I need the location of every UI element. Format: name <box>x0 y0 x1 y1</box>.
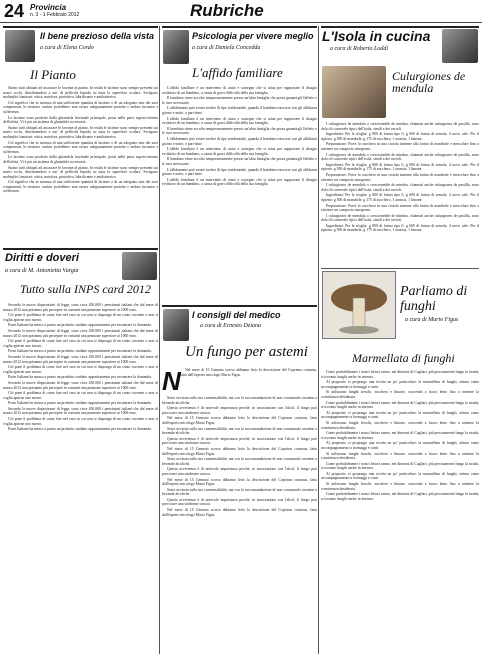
author-photo <box>442 29 478 63</box>
rubric-author: a cura di Daniela Concedda <box>192 45 261 51</box>
paragraph: Questa avvertenza è di notevole importanza perché, in associazione con l'alcol, il fungo può provocare una sindrome tossica. <box>162 497 317 507</box>
rights-rubric-header <box>3 248 158 250</box>
article-headline: Tutto sulla INPS card 2012 <box>20 282 151 296</box>
article-headline: Marmellata di funghi <box>352 351 455 365</box>
paragraph: Ingredienti: Per la sfoglia: g 800 di farina tipo 0, g 600 di farina di semola, 4 uova, sale. Per il ripieno: g 500 di mandorle, g 175 di zucchero, 1 arancia, 1 limone. <box>321 223 479 233</box>
rubric-title: Psicologia per vivere meglio <box>192 31 314 41</box>
paragraph: Ciò significa che in assenza di una sufficiente quantità di lacrime o di un adeguato mix dei suoi componenti, le strutture oculari potrebbero non essere adeguatamente protette e andare incontro a sofferenza. <box>3 100 158 114</box>
paragraph: Poste Italiane ha messo a punto un prodotto studiato appositamente per incontrare la domanda. <box>8 323 152 328</box>
paragraph: L'affidamento può essere inoltre di tipo residenziale, quando il bambino trascorre con gli affidatari giorno e notte, o part-time. <box>162 106 317 115</box>
paragraph: L'affido familiare è un intervento di aiuto e sostegno che si attua per supportare il disagio evolutivo di un bambino, a causa di gravi difficoltà della sua famiglia. <box>162 116 317 126</box>
article-body <box>3 303 158 653</box>
paragraph: Come probabilmente i nostri lettori sanno, nei dintorni di Cagliari, più precisamente lungo la strada, si trovano funghi anche in inverno. <box>321 370 479 379</box>
rubric-title: Parliamo di funghi <box>400 284 468 314</box>
author-photo <box>5 30 35 62</box>
issue-info: n. 3 - 1 Febbraio 2012 <box>30 12 80 18</box>
doctor-rubric-header <box>162 305 317 307</box>
article-headline: Il Pianto <box>30 67 76 82</box>
paragraph: Nel mese di 15 Gennaio scorso abbiamo letto la descrizione del Coprinus comatus, fatta dall'esperto micologo Mario Figus. <box>162 446 317 456</box>
rubric-author: a cura di Mario Figus <box>405 317 459 323</box>
paragraph: Preparazione: Porre lo zucchero in una ciotola insieme alla farina di mandorle e mescolare fino a ottenere un composto omogeneo. <box>321 172 479 182</box>
paragraph: Poste Italiane ha messo a punto un prodotto studiato appositamente per incontrare la domanda. <box>8 427 152 432</box>
paragraph: I culurgiones de mendula o crescionedde de mindua, chiamati anche culurgiones de pastilla, sono dolci di carnevale tipici dell'isola, simili a dei ravioli. <box>321 122 479 131</box>
rubric-title: L'Isola in cucina <box>322 28 431 44</box>
psychology-rubric-header <box>162 26 317 28</box>
paragraph: Il bambino viene accolto temporaneamente presso un'altra famiglia che possa garantirgli l'affetto e le cure necessarie. <box>162 157 317 166</box>
paragraph: Ciò pone il problema di come fare nel caso in cui non si disponga di un conto corrente o non si voglia aprirne uno nuovo. <box>3 417 158 426</box>
paragraph: Come probabilmente i nostri lettori sanno, nei dintorni di Cagliari, più precisamente lungo la strada, si trovano funghi anche in inverno. <box>321 492 479 501</box>
paragraph: Ciò pone il problema di come fare nel caso in cui non si disponga di un conto corrente o non si voglia aprirne uno nuovo. <box>3 391 158 400</box>
column-divider <box>318 26 319 654</box>
paragraph: Nel mese di 15 Gennaio scorso abbiamo letto la descrizione del Coprinus comatus, fatta dall'esperto micologo Mario Figus. <box>162 477 317 487</box>
paragraph: Come probabilmente i nostri lettori sanno, nei dintorni di Cagliari, più precisamente lungo la strada, si trovano funghi anche in inverno. <box>321 400 479 410</box>
paragraph: Sesta avvisata sulla sua commestibilità, ma con la raccomandazione di non consumarlo assieme a bevande alcoliche. <box>162 487 317 497</box>
paragraph: Questa avvertenza è di notevole importanza perché, in associazione con l'alcol, il fungo può provocare una sindrome tossica. <box>162 436 317 446</box>
paragraph: Secondo le nuove disposizioni di legge, sono circa 450.000 i pensionati italiani che dal mese di marzo 2012 non potranno più percepire in contanti una pensione superiore ai 1000 euro. <box>3 380 158 390</box>
rubric-author: a cura di Roberto Loddi <box>330 46 388 52</box>
paragraph: Nel mese di 15 Gennaio scorso abbiamo letto la descrizione del Coprinus comatus, fatta dall'esperto micologo Mario Figus. <box>162 416 317 425</box>
paragraph: Ingredienti: Per la sfoglia: g 800 di farina tipo 0, g 600 di farina di semola, 4 uova, sale. Per il ripieno: g 500 di mandorle, g 175 di zucchero, 1 arancia, 1 limone. <box>321 132 479 141</box>
article-headline: Culurgiones de mendula <box>392 69 466 95</box>
author-photo <box>122 252 157 280</box>
paragraph: Secondo le nuove disposizioni di legge, sono circa 450.000 i pensionati italiani che dal mese di marzo 2012 non potranno più percepire in contanti una pensione superiore ai 1000 euro. <box>3 406 158 416</box>
paragraph: Le lacrime sono prodotte dalla ghiandola lacrimale principale, posta nella parte supero-esterna dell'orbita. Vi è poi un sistema di ghiandole accessorie. <box>3 115 158 125</box>
author-photo <box>163 30 189 64</box>
paragraph: Preparazione: Porre lo zucchero in una ciotola insieme alla farina di mandorle e mescolare fino a ottenere un composto omogeneo. <box>321 142 479 151</box>
paragraph: Sesta avvisata sulla sua commestibilità, ma con la raccomandazione di non consumarlo assieme a bevande alcoliche. <box>162 426 317 436</box>
paragraph: Poste Italiane ha messo a punto un prodotto studiato appositamente per incontrare la domanda. <box>8 375 152 380</box>
mushroom-icon <box>323 272 395 338</box>
article-intro <box>180 368 317 394</box>
paragraph: L'affido familiare è un intervento di aiuto e sostegno che si attua per supportare il disagio evolutivo di un bambino, a causa di gravi difficoltà della sua famiglia. <box>162 86 317 95</box>
paragraph: Ingredienti: Per la sfoglia: g 800 di farina tipo 0, g 600 di farina di semola, 4 uova, sale. Per il ripieno: g 500 di mandorle, g 175 di zucchero, 1 arancia, 1 limone. <box>321 193 479 202</box>
masthead <box>0 0 482 23</box>
paragraph: Secondo le nuove disposizioni di legge, sono circa 450.000 i pensionati italiani che dal mese di marzo 2012 non potranno più percepire in contanti una pensione superiore ai 1000 euro. <box>3 354 158 364</box>
article-headline: L'affido familiare <box>192 65 283 80</box>
article-body <box>321 370 479 654</box>
paragraph: Sesta avvisata sulla sua commestibilità, ma con la raccomandazione di non consumarlo assieme a bevande alcoliche. <box>162 457 317 466</box>
paragraph: Secondo le nuove disposizioni di legge, sono circa 450.000 i pensionati italiani che dal mese di marzo 2012 non potranno più percepire in contanti una pensione superiore ai 1000 euro. <box>3 303 158 312</box>
rubric-author: a cura di Ernesto Deiana <box>200 323 261 329</box>
paragraph: Siamo tutti abituati ad associare le lacrime al pianto. In realtà le lacrime sono sempre presenti sui nostri occhi, distribuendosi a mo' di pellicola liquida su tutta la superficie oculare. Svolgono molteplici funzioni: ottica, nutritiva, protettiva, lubrificante e antibatterica. <box>3 165 158 179</box>
paragraph: Poste Italiane ha messo a punto un prodotto studiato appositamente per incontrare la domanda. <box>8 349 152 354</box>
paragraph: Questa avvertenza è di notevole importanza perché, in associazione con l'alcol, il fungo può provocare una sindrome tossica. <box>162 406 317 415</box>
paragraph: Preparazione: Porre lo zucchero in una ciotola insieme alla farina di mandorle e mescolare fino a ottenere un composto omogeneo. <box>321 203 479 213</box>
paragraph: Nel mese di 15 Gennaio scorso abbiamo letto la descrizione del Coprinus comatus, fatta dall'esperto micologo Mario Figus. <box>162 508 317 517</box>
section-title: Rubriche <box>190 1 264 20</box>
paragraph: Ciò pone il problema di come fare nel caso in cui non si disponga di un conto corrente o non si voglia aprirne uno nuovo. <box>3 339 158 348</box>
paragraph: Ciò significa che in assenza di una sufficiente quantità di lacrime o di un adeguato mix dei suoi componenti, le strutture oculari potrebbero non essere adeguatamente protette e andare incontro a sofferenza. <box>3 140 158 154</box>
paragraph: Siamo tutti abituati ad associare le lacrime al pianto. In realtà le lacrime sono sempre presenti sui nostri occhi, distribuendosi a mo' di pellicola liquida su tutta la superficie oculare. Svolgono molteplici funzioni: ottica, nutritiva, protettiva, lubrificante e antibatterica. <box>3 125 158 139</box>
vision-rubric-header <box>3 26 158 28</box>
article-body <box>3 86 158 244</box>
page-number: 24 <box>4 1 25 21</box>
paragraph: Il bambino viene accolto temporaneamente presso un'altra famiglia che possa garantirgli l'affetto e le cure necessarie. <box>162 126 317 136</box>
paragraph: I culurgiones de mendula o crescionedde de mindua, chiamati anche culurgiones de pastilla, sono dolci di carnevale tipici dell'isola, simili a dei ravioli. <box>321 152 479 162</box>
paragraph: L'affidamento può essere inoltre di tipo residenziale, quando il bambino trascorre con gli affidatari giorno e notte, o part-time. <box>162 136 317 146</box>
column-divider <box>159 26 160 654</box>
paragraph: Al proposito vi propongo una ricetta un po' particolare: la marmellata di funghi, ottima come accompagnamento a formaggi e carni. <box>321 380 479 389</box>
paragraph: L'affido familiare è un intervento di aiuto e sostegno che si attua per supportare il disagio evolutivo di un bambino, a causa di gravi difficoltà della sua famiglia. <box>162 147 317 156</box>
paragraph: L'affidamento può essere inoltre di tipo residenziale, quando il bambino trascorre con gli affidatari giorno e notte, o part-time. <box>162 167 317 177</box>
rubric-title: I consigli del medico <box>192 310 281 320</box>
paragraph: Al proposito vi propongo una ricetta un po' particolare: la marmellata di funghi, ottima come accompagnamento a formaggi e carni. <box>321 471 479 481</box>
article-body <box>162 396 317 654</box>
paragraph: Secondo le nuove disposizioni di legge, sono circa 450.000 i pensionati italiani che dal mese di marzo 2012 non potranno più percepire in contanti una pensione superiore ai 1000 euro. <box>3 328 158 338</box>
paragraph: Poste Italiane ha messo a punto un prodotto studiato appositamente per incontrare la domanda. <box>8 401 152 406</box>
paragraph: I culurgiones de mendula o crescionedde de mindua, chiamati anche culurgiones de pastilla, sono dolci di carnevale tipici dell'isola, simili a dei ravioli. <box>321 183 479 192</box>
rubric-author: a cura di M. Antonietta Vurgia <box>5 268 79 274</box>
rubric-title: Il bene prezioso della vista <box>40 31 155 41</box>
paragraph: Le lacrime sono prodotte dalla ghiandola lacrimale principale, posta nella parte supero-esterna dell'orbita. Vi è poi un sistema di ghiandole accessorie. <box>3 155 158 164</box>
paragraph: Al proposito vi propongo una ricetta un po' particolare: la marmellata di funghi, ottima come accompagnamento a formaggi e carni. <box>321 441 479 450</box>
paragraph: L'affido familiare è un intervento di aiuto e sostegno che si attua per supportare il disagio evolutivo di un bambino, a causa di gravi difficoltà della sua famiglia. <box>162 177 317 187</box>
paragraph: Si utilizzano funghi freschi, zucchero e limone, cuocendo a fuoco lento fino a ottenere la consistenza desiderata. <box>321 420 479 430</box>
paragraph: Sesta avvisata sulla sua commestibilità, ma con la raccomandazione di non consumarlo assieme a bevande alcoliche. <box>162 396 317 405</box>
paragraph: I culurgiones de mendula o crescionedde de mindua, chiamati anche culurgiones de pastilla, sono dolci di carnevale tipici dell'isola, simili a dei ravioli. <box>321 213 479 223</box>
section-divider <box>321 268 479 269</box>
paragraph: Ciò pone il problema di come fare nel caso in cui non si disponga di un conto corrente o non si voglia aprirne uno nuovo. <box>3 313 158 322</box>
rubric-title: Diritti e doveri <box>5 252 79 264</box>
article-body <box>162 86 317 296</box>
dish-photo <box>322 66 386 118</box>
mushroom-photo <box>322 271 396 339</box>
brand-logo: Provincia <box>30 3 67 12</box>
paragraph: Come probabilmente i nostri lettori sanno, nei dintorni di Cagliari, più precisamente lungo la strada, si trovano funghi anche in inverno. <box>321 431 479 440</box>
author-photo <box>163 309 189 341</box>
paragraph: Siamo tutti abituati ad associare le lacrime al pianto. In realtà le lacrime sono sempre presenti sui nostri occhi, distribuendosi a mo' di pellicola liquida su tutta la superficie oculare. Svolgono molteplici funzioni: ottica, nutritiva, protettiva, lubrificante e antibatterica. <box>3 86 158 100</box>
paragraph: Si utilizzano funghi freschi, zucchero e limone, cuocendo a fuoco lento fino a ottenere la consistenza desiderata. <box>321 482 479 491</box>
paragraph: Ciò pone il problema di come fare nel caso in cui non si disponga di un conto corrente o non si voglia aprirne uno nuovo. <box>3 365 158 374</box>
paragraph: Si utilizzano funghi freschi, zucchero e limone, cuocendo a fuoco lento fino a ottenere la consistenza desiderata. <box>321 451 479 461</box>
rubric-author: a cura di Elena Cordo <box>40 45 94 51</box>
paragraph: Il bambino viene accolto temporaneamente presso un'altra famiglia che possa garantirgli l'affetto e le cure necessarie. <box>162 96 317 105</box>
paragraph: Questa avvertenza è di notevole importanza perché, in associazione con l'alcol, il fungo può provocare una sindrome tossica. <box>162 467 317 476</box>
article-headline: Un fungo per astemi <box>185 344 308 360</box>
paragraph: Si utilizzano funghi freschi, zucchero e limone, cuocendo a fuoco lento fino a ottenere la consistenza desiderata. <box>321 390 479 399</box>
drop-cap: N <box>162 366 181 396</box>
paragraph: Al proposito vi propongo una ricetta un po' particolare: la marmellata di funghi, ottima come accompagnamento a formaggi e carni. <box>321 410 479 420</box>
paragraph: Ingredienti: Per la sfoglia: g 800 di farina tipo 0, g 600 di farina di semola, 4 uova, sale. Per il ripieno: g 500 di mandorle, g 175 di zucchero, 1 arancia, 1 limone. <box>321 162 479 172</box>
paragraph: Nel mese di 15 Gennaio scorso abbiamo letto la descrizione del Coprinus comatus, fatta dall'esperto micologo Mario Figus. <box>180 368 317 377</box>
paragraph: Come probabilmente i nostri lettori sanno, nei dintorni di Cagliari, più precisamente lungo la strada, si trovano funghi anche in inverno. <box>321 461 479 471</box>
paragraph: Ciò significa che in assenza di una sufficiente quantità di lacrime o di un adeguato mix dei suoi componenti, le strutture oculari potrebbero non essere adeguatamente protette e andare incontro a sofferenza. <box>3 180 158 194</box>
